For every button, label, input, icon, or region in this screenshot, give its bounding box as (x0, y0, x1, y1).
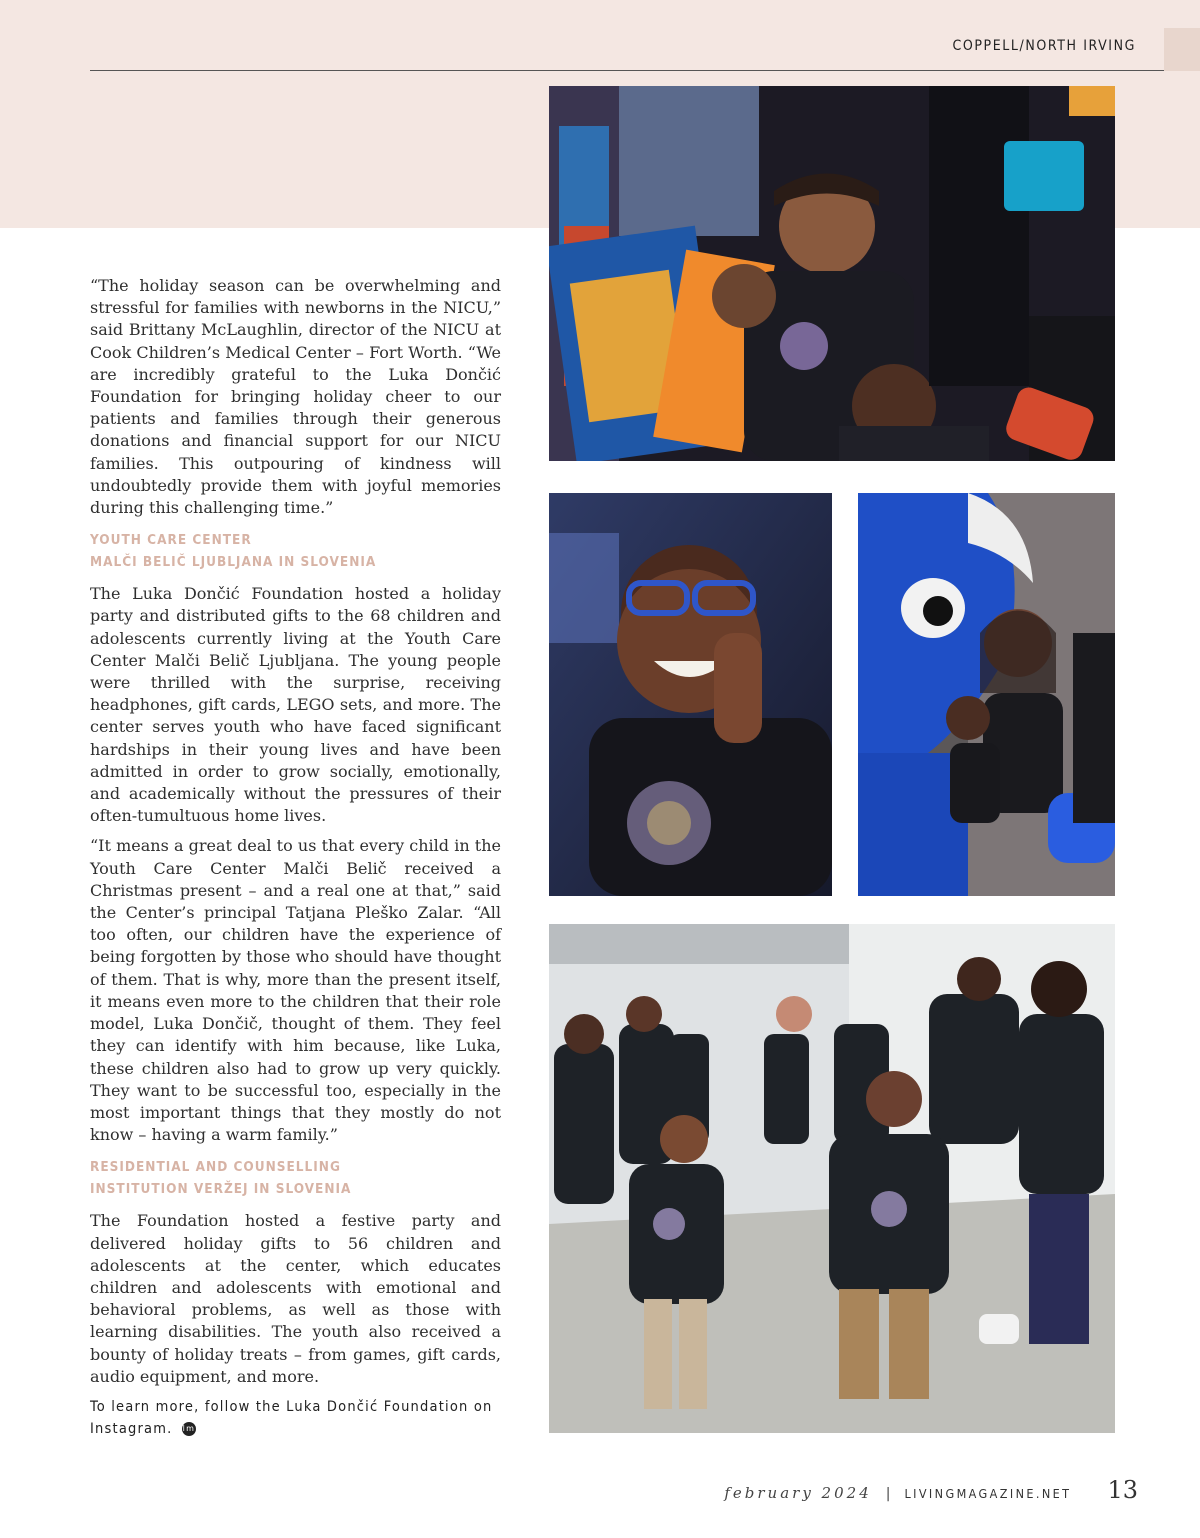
article-paragraph-1: “The holiday season can be overwhelming and stressful for families with newborns in the NICU,” said Brittany McLaughlin, director of the NICU at Cook Children’s Medical Center – Fort Worth. “We are incredibly grateful to the Luka Dončić Foundation for bringing holiday cheer to our patients and families through their generous donations and financial support for our NICU families. This outpouring of kindness will undoubtedly provide them with joyful memories during this challenging time.” (90, 276, 501, 518)
issue-date: february 2024 (724, 1484, 872, 1502)
photo-kids-with-toys (549, 86, 1115, 461)
subhead-verzej (90, 1156, 501, 1200)
subhead-1-line-2: MALČI BELIČ LJUBLJANA IN SLOVENIA (90, 554, 377, 571)
page-footer (724, 1476, 1138, 1504)
photo-boy-thumbs-up (549, 493, 832, 896)
photo-kids-walking-hallway (549, 924, 1115, 1433)
article-paragraph-2: The Luka Dončić Foundation hosted a holiday party and distributed gifts to the 68 children and adolescents currently living at the Youth Care Center Malči Belič Ljubljana. The young people were thrilled with the surprise, receiving headphones, gift cards, LEGO sets, and more. The center serves youth who have faced significant hardships in their young lives and have been admitted in order to grow socially, emotionally, and academically without the pressures of their often-tumultuous home lives. (90, 584, 501, 826)
photo-mascot-with-family (858, 493, 1115, 896)
article-paragraph-3: “It means a great deal to us that every child in the Youth Care Center Malči Belič received a Christmas present – and a real one at that,” said the Center’s principal Tatjana Pleško Zalar. “All too often, our children have the experience of being forgotten by those who should have thought of them. That is why, more than the present itself, it means even more to the children that their role model, Luka Dončič, thought of them. They feel they can identify with him because, like Luka, these children also had to grow up very quickly. They want to be successful too, especially in the most important things that they mostly do not know – having a warm family.” (90, 836, 501, 1145)
section-tab (1164, 28, 1200, 71)
subhead-2-line-1: RESIDENTIAL AND COUNSELLING (90, 1159, 341, 1176)
living-logo-icon: lm (182, 1422, 196, 1436)
subhead-2-line-2: INSTITUTION VERŽEJ IN SLOVENIA (90, 1181, 352, 1198)
subhead-youth-care-center (90, 529, 501, 573)
website-link[interactable]: LIVINGMAGAZINE.NET (904, 1486, 1072, 1501)
page-number: 13 (1107, 1476, 1138, 1504)
header-rule (90, 70, 1164, 71)
closing-line (90, 1396, 501, 1440)
subhead-1-line-1: YOUTH CARE CENTER (90, 532, 252, 549)
article-paragraph-4: The Foundation hosted a festive party and delivered holiday gifts to 56 children and adolescents at the center, which educates children and adolescents with emotional and behavioral problems, as well as those with learning disabilities. The youth also received a bounty of holiday treats – from games, gift cards, audio equipment, and more. (90, 1211, 501, 1386)
article-column (90, 275, 501, 1440)
footer-separator: | (885, 1486, 891, 1502)
closing-text: To learn more, follow the Luka Dončić Foundation on Instagram. (90, 1398, 493, 1437)
section-label: COPPELL/NORTH IRVING (952, 38, 1136, 54)
